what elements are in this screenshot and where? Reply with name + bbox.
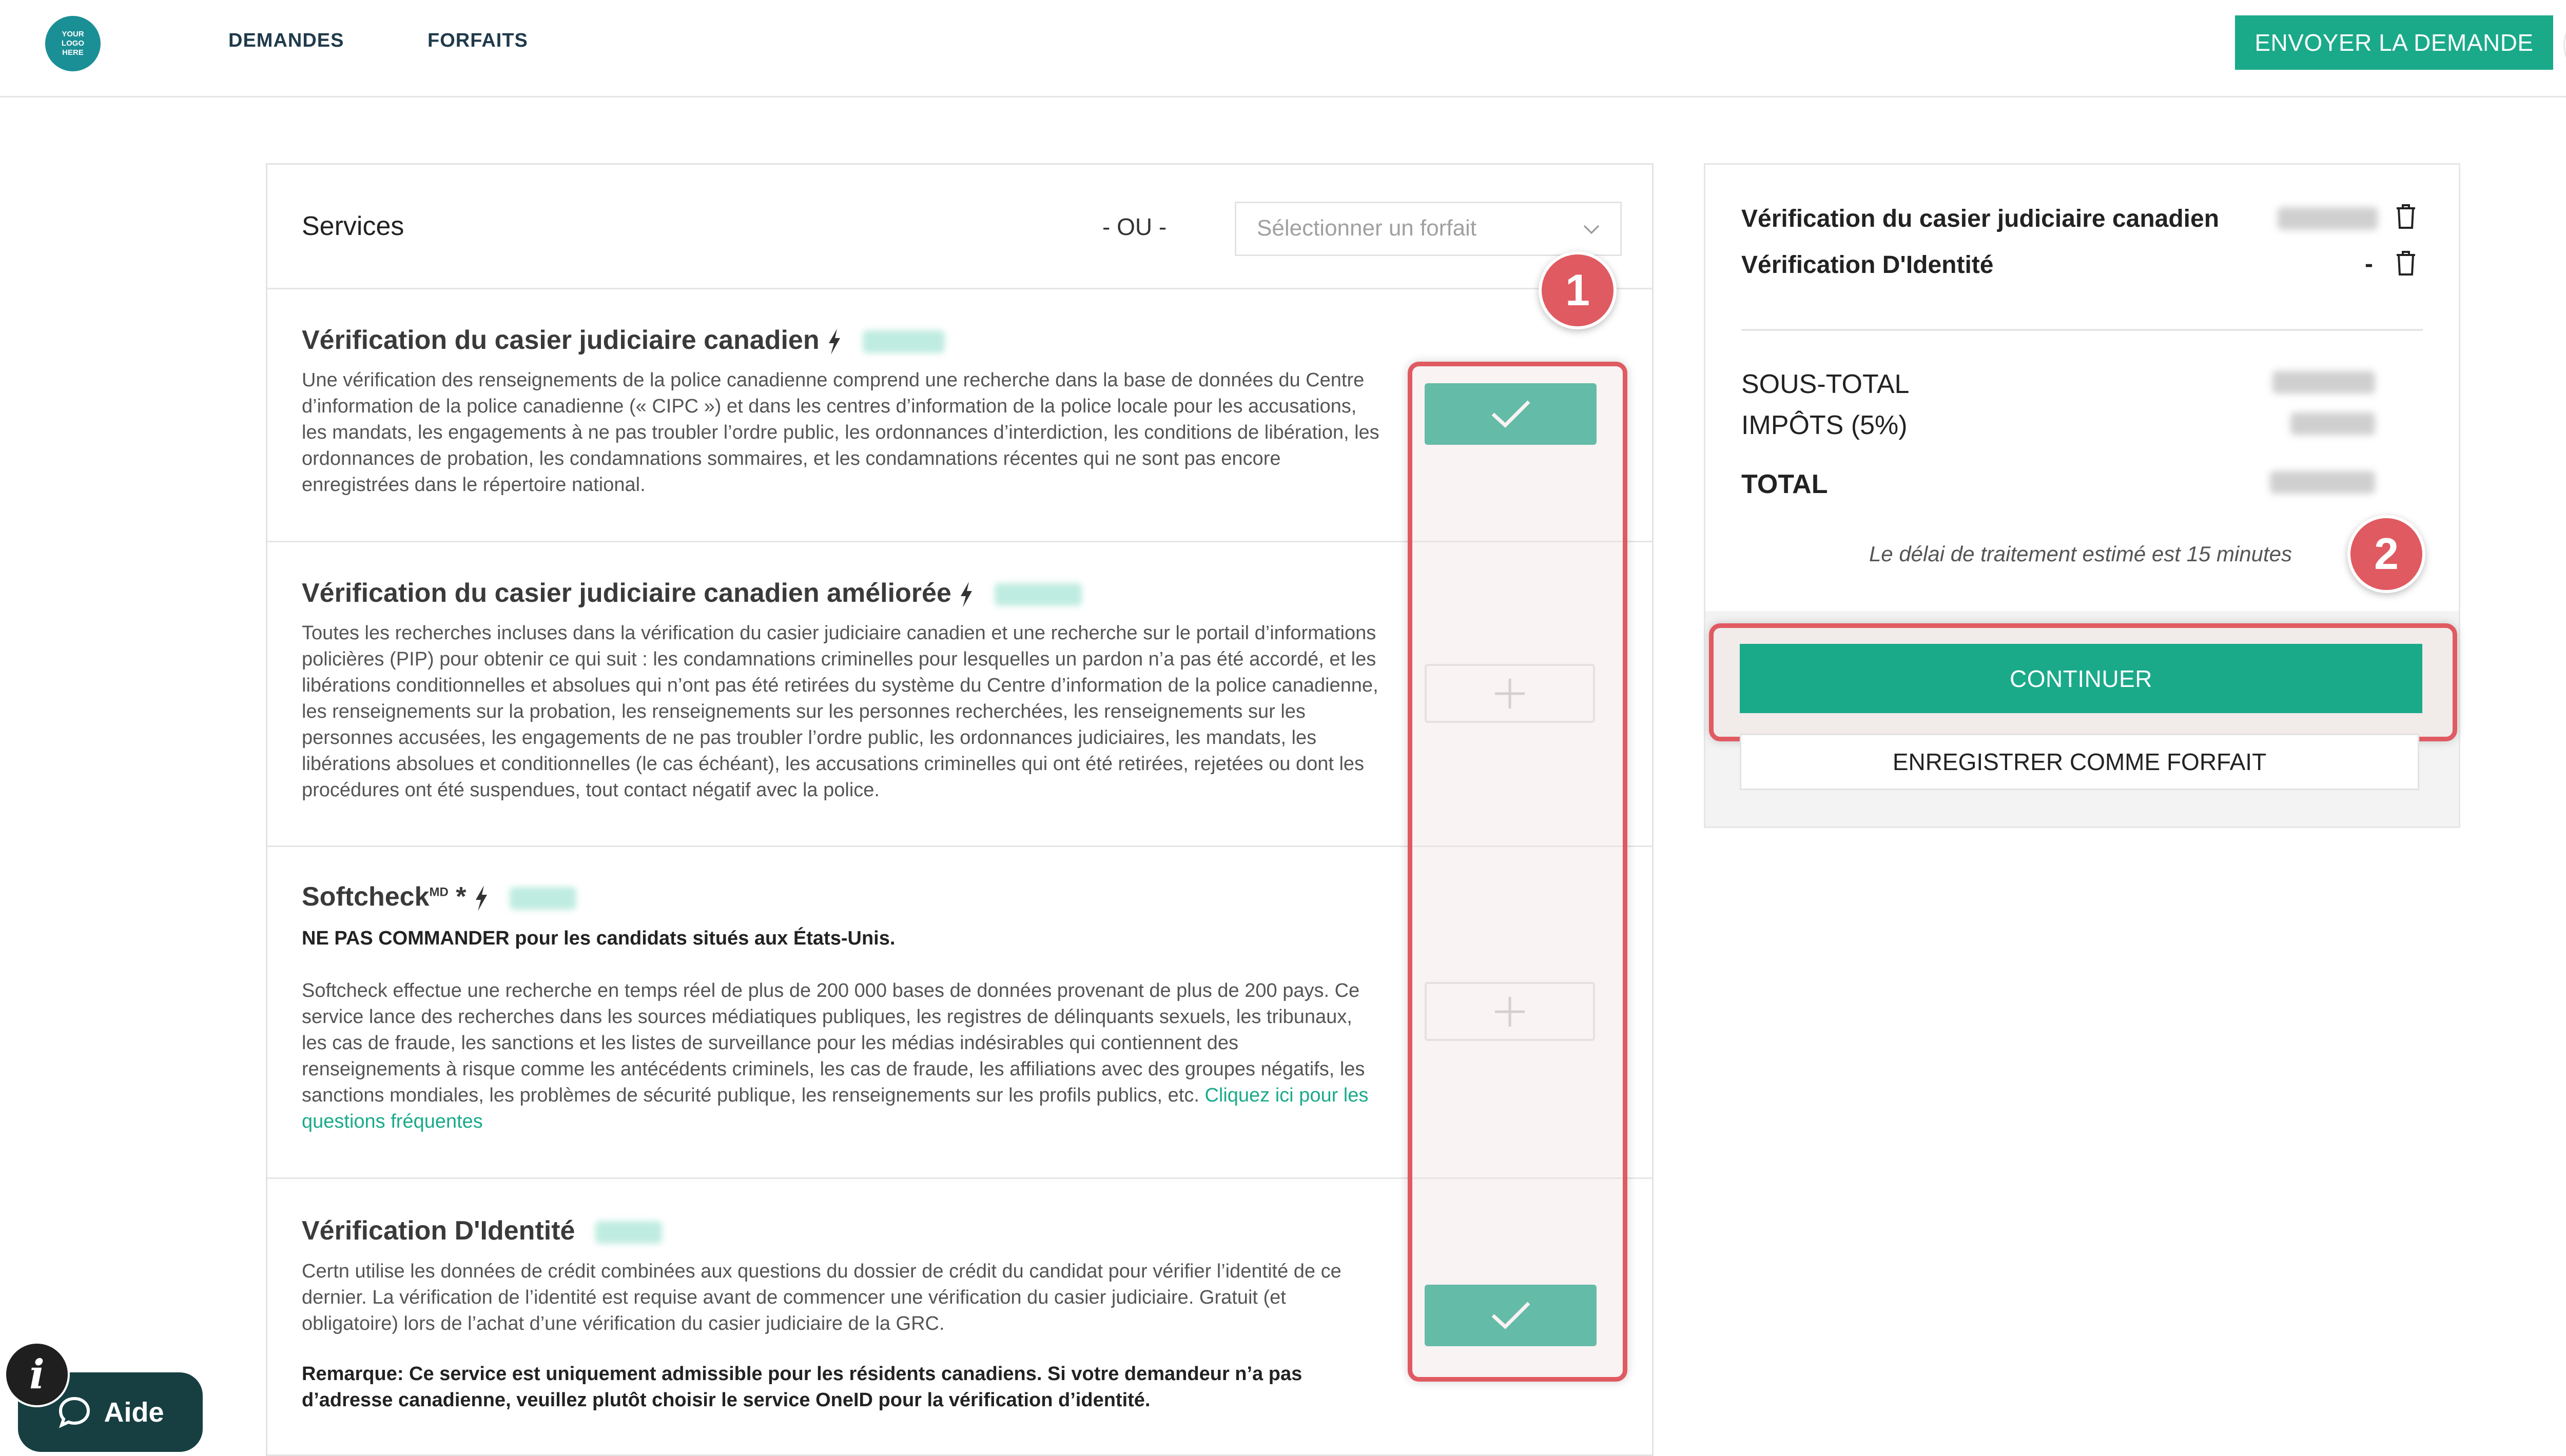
summary-line-label: Vérification D'Identité [1741, 251, 1994, 279]
service-warning: NE PAS COMMANDER pour les candidats situés aux États-Unis. [302, 928, 896, 949]
summary-line-value [2278, 207, 2378, 230]
summary-line-value: - [2365, 250, 2373, 278]
service-name-text: Softcheck [302, 882, 430, 912]
nav-demandes[interactable]: DEMANDES [228, 30, 344, 51]
tax-label: IMPÔTS (5%) [1741, 410, 1908, 440]
service-name-text: Vérification du casier judiciaire canadien améliorée [302, 578, 951, 608]
service-name [302, 325, 945, 356]
summary-line-label: Vérification du casier judiciaire canadien [1741, 205, 2220, 232]
chat-bubble-icon [56, 1394, 92, 1430]
trash-icon[interactable] [2395, 250, 2417, 277]
price-value [595, 1221, 662, 1244]
logo[interactable] [45, 16, 101, 71]
trash-icon[interactable] [2395, 203, 2417, 230]
service-name [302, 881, 576, 912]
or-separator: - OU - [1102, 213, 1167, 240]
processing-delay-text: Le délai de traitement estimé est 15 minutes [1869, 542, 2292, 566]
service-name-superscript: MD [429, 885, 449, 899]
chevron-down-icon [1581, 219, 1602, 239]
service-description-text: Softcheck effectue une recherche en temps réel de plus de 200 000 bases de données provenant de plus de 200 pays. Ce service lance des recherches dans les sources médiatiques publiques, les registres de délinquants sexuels, les tribunaux, les cas de fraude, les sanctions et les listes de surveillance pour les médias indésirables qui contiennent des renseignements à risque comme les antécédents criminels, les cas de fraude, les affiliations avec des groupes négatifs, les sanctions mondiales, les problèmes de sécurité publique, les renseignements sur les profils publics, etc. [302, 980, 1365, 1106]
total-label: TOTAL [1741, 469, 1828, 499]
service-description [302, 978, 1379, 1135]
service-name [302, 1215, 662, 1246]
notifications-button[interactable] [2563, 10, 2566, 80]
price-value [863, 330, 945, 353]
service-description: Certn utilise les données de crédit combinées aux questions du dossier de crédit du candidat pour vérifier l’identité de ce dernier. La vérification de l’identité est requise avant de commencer une vérification du casier judiciaire. Gratuit (et obligatoire) lors de l’achat d’une vérification du casier judiciaire de la GRC. [302, 1261, 1342, 1334]
annotation-highlight-toggles [1408, 362, 1627, 1382]
services-header [267, 165, 1652, 289]
lightning-icon [827, 329, 842, 355]
services-title: Services [302, 211, 404, 241]
faq-link[interactable]: Cliquez ici pour les questions fréquentes [302, 1085, 1369, 1132]
package-select-placeholder: Sélectionner un forfait [1257, 215, 1477, 241]
annotation-badge-2: 2 [2347, 515, 2425, 593]
tax-value [2290, 412, 2375, 435]
service-name-text: Vérification du casier judiciaire canadien [302, 325, 820, 355]
service-name-suffix: * [448, 882, 466, 912]
annotation-badge-1: 1 [1539, 251, 1617, 329]
nav-forfaits[interactable]: FORFAITS [427, 30, 528, 51]
logo-text: YOUR LOGO HERE [61, 30, 85, 57]
top-header [0, 0, 2566, 97]
package-select[interactable] [1235, 202, 1622, 256]
summary-divider [1741, 329, 2423, 331]
send-request-button[interactable]: ENVOYER LA DEMANDE [2235, 15, 2553, 70]
help-label: Aide [104, 1396, 164, 1428]
save-as-package-button[interactable]: ENREGISTRER COMME FORFAIT [1740, 734, 2419, 790]
lightning-icon [474, 886, 489, 911]
price-value [995, 583, 1082, 606]
price-value [510, 887, 576, 910]
service-remark: Remarque: Ce service est uniquement admissible pour les résidents canadiens. Si votre demandeur n’a pas d’adresse canadienne, veuillez plutôt choisir le service OneID pour la vérification d’identité. [302, 1363, 1303, 1411]
service-description: Une vérification des renseignements de la police canadienne comprend une recherche dans la base de données du Centre d’information de la police canadienne (« CIPC ») et dans les centres d’information de la police locale pour les accusations, les mandats, les engagements à ne pas troubler l’ordre public, les ordonnances d’interdiction, les conditions de libération, les ordonnances de probation, les condamnations sommaires, et les condamnations récentes qui ne sont pas encore enregistrées dans le répertoire national. [302, 369, 1379, 496]
lightning-icon [959, 582, 974, 607]
service-name-text: Vérification D'Identité [302, 1216, 575, 1246]
subtotal-value [2272, 371, 2375, 393]
subtotal-label: SOUS-TOTAL [1741, 369, 1910, 399]
continue-button[interactable]: CONTINUER [1740, 644, 2422, 713]
service-name [302, 578, 1082, 608]
info-icon[interactable]: i [4, 1342, 70, 1407]
total-value [2270, 471, 2375, 494]
service-description: Toutes les recherches incluses dans la vérification du casier judiciaire canadien et une recherche sur le portail d’informations policières (PIP) pour obtenir ce qui suit : les condamnations criminelles pour lesquelles un pardon n’a pas été accordé, et les libérations conditionnelles et absolues qui n’ont pas été retirées du système du Centre d’information de la police canadienne, les renseignements sur la probation, les renseignements sur les personnes recherchées, les renseignements sur les personnes accusées, les engagements de ne pas troubler l’ordre public, les ordonnances judiciaires, les mandats, les libérations absolues et conditionnelles (le cas échéant), les accusations criminelles qui ont été retirées, rejetées ou dont les procédures ont été suspendues, tout contact négatif avec la police. [302, 622, 1378, 801]
